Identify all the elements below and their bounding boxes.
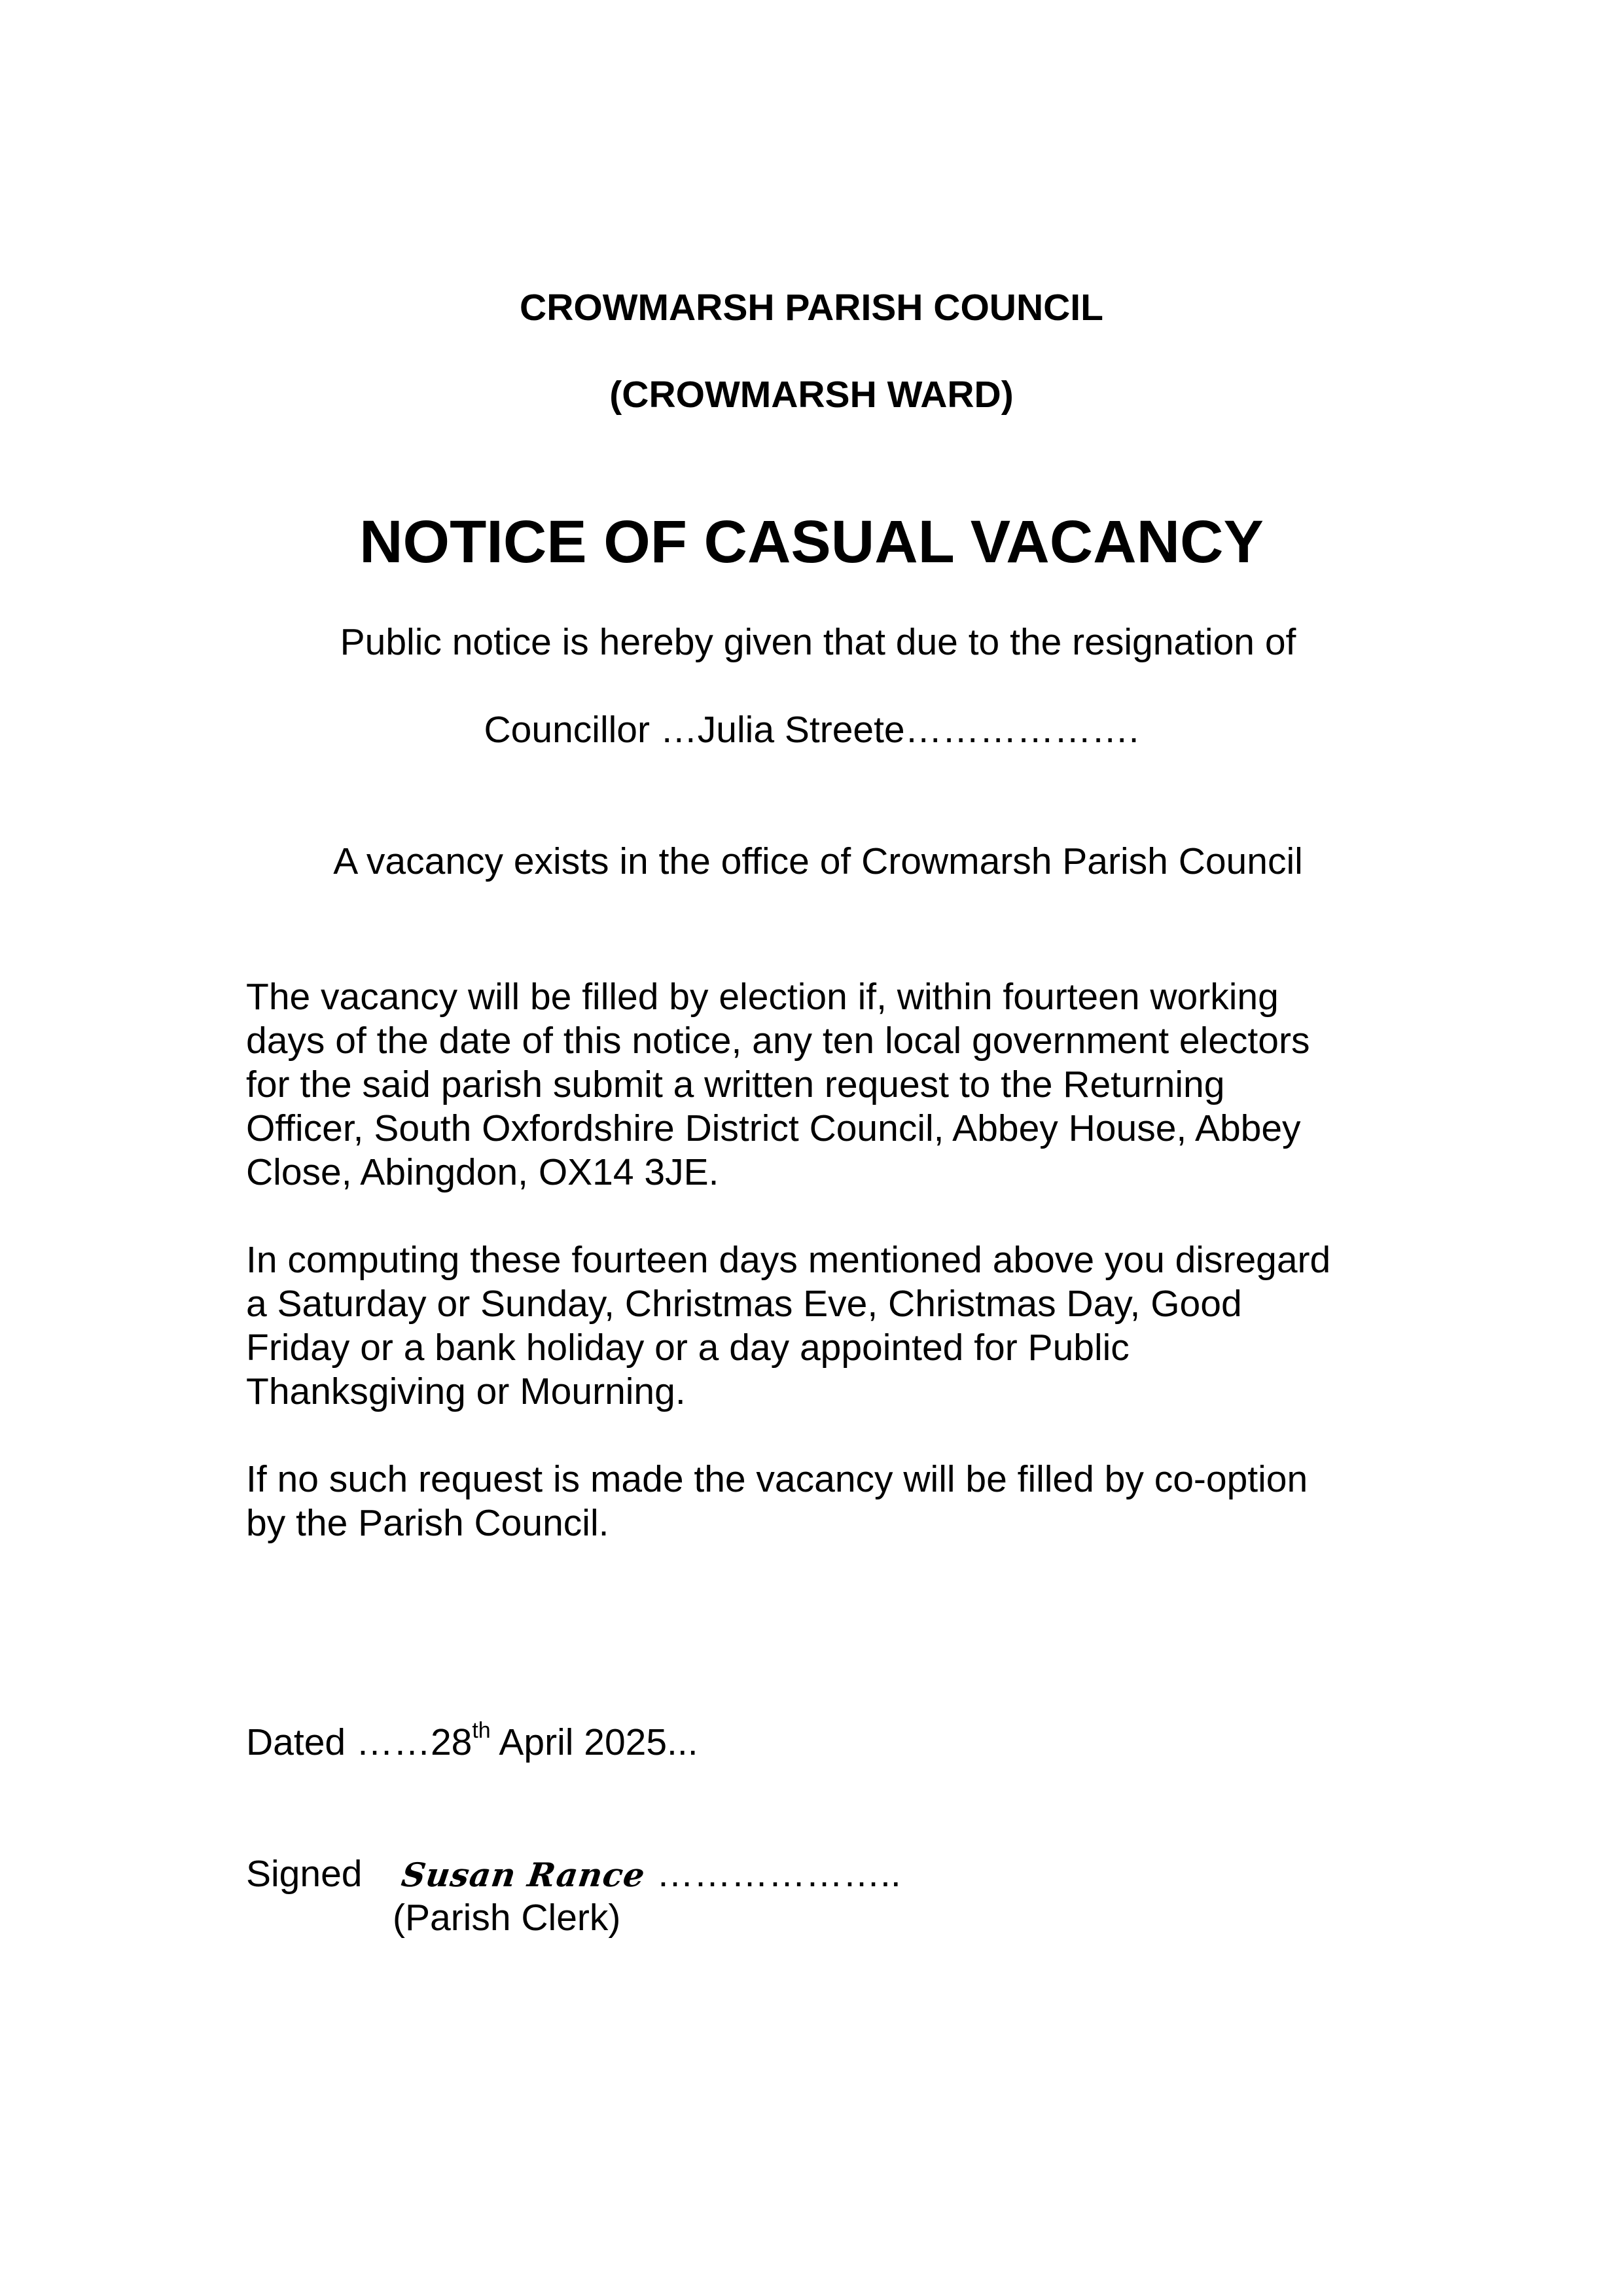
paragraph-line: Friday or a bank holiday or a day appointed for Public xyxy=(246,1327,1130,1369)
council-name: CROWMARSH PARISH COUNCIL xyxy=(520,287,1103,329)
signature-dots: ……………….. xyxy=(656,1853,901,1895)
paragraph-line: In computing these fourteen days mentioned above you disregard xyxy=(246,1239,1331,1281)
paragraph-line: by the Parish Council. xyxy=(246,1502,609,1544)
paragraph-line: a Saturday or Sunday, Christmas Eve, Christmas Day, Good xyxy=(246,1283,1242,1325)
paragraph-line: If no such request is made the vacancy will be filled by co-option xyxy=(246,1458,1308,1500)
dated-label: Dated ……28 xyxy=(246,1721,473,1763)
councillor-line: Councillor …Julia Streete………………. xyxy=(484,709,1139,751)
paragraph-line: for the said parish submit a written request to the Returning xyxy=(246,1064,1225,1105)
co-option-paragraph xyxy=(246,1458,1308,1545)
notice-title: NOTICE OF CASUAL VACANCY xyxy=(359,509,1264,575)
computing-paragraph xyxy=(246,1238,1330,1414)
signed-label: Signed xyxy=(246,1853,363,1895)
date-ordinal-suffix: th xyxy=(472,1718,491,1743)
dated-rest: April 2025... xyxy=(490,1721,698,1763)
paragraph-line: days of the date of this notice, any ten local government electors xyxy=(246,1020,1310,1062)
signatory-role: (Parish Clerk) xyxy=(393,1897,621,1939)
election-paragraph xyxy=(246,975,1310,1194)
paragraph-line: Thanksgiving or Mourning. xyxy=(246,1371,686,1412)
paragraph-line: The vacancy will be filled by election if, within fourteen working xyxy=(246,976,1279,1018)
vacancy-line: A vacancy exists in the office of Crowmarsh Parish Council xyxy=(333,840,1303,882)
signature: Susan Rance xyxy=(399,1856,648,1894)
paragraph-line: Officer, South Oxfordshire District Council, Abbey House, Abbey xyxy=(246,1107,1301,1149)
ward-name: (CROWMARSH WARD) xyxy=(609,374,1014,416)
intro-line: Public notice is hereby given that due to the resignation of xyxy=(340,621,1296,663)
dated-line xyxy=(246,1718,698,1764)
paragraph-line: Close, Abingdon, OX14 3JE. xyxy=(246,1151,719,1193)
signed-line xyxy=(246,1852,901,1897)
